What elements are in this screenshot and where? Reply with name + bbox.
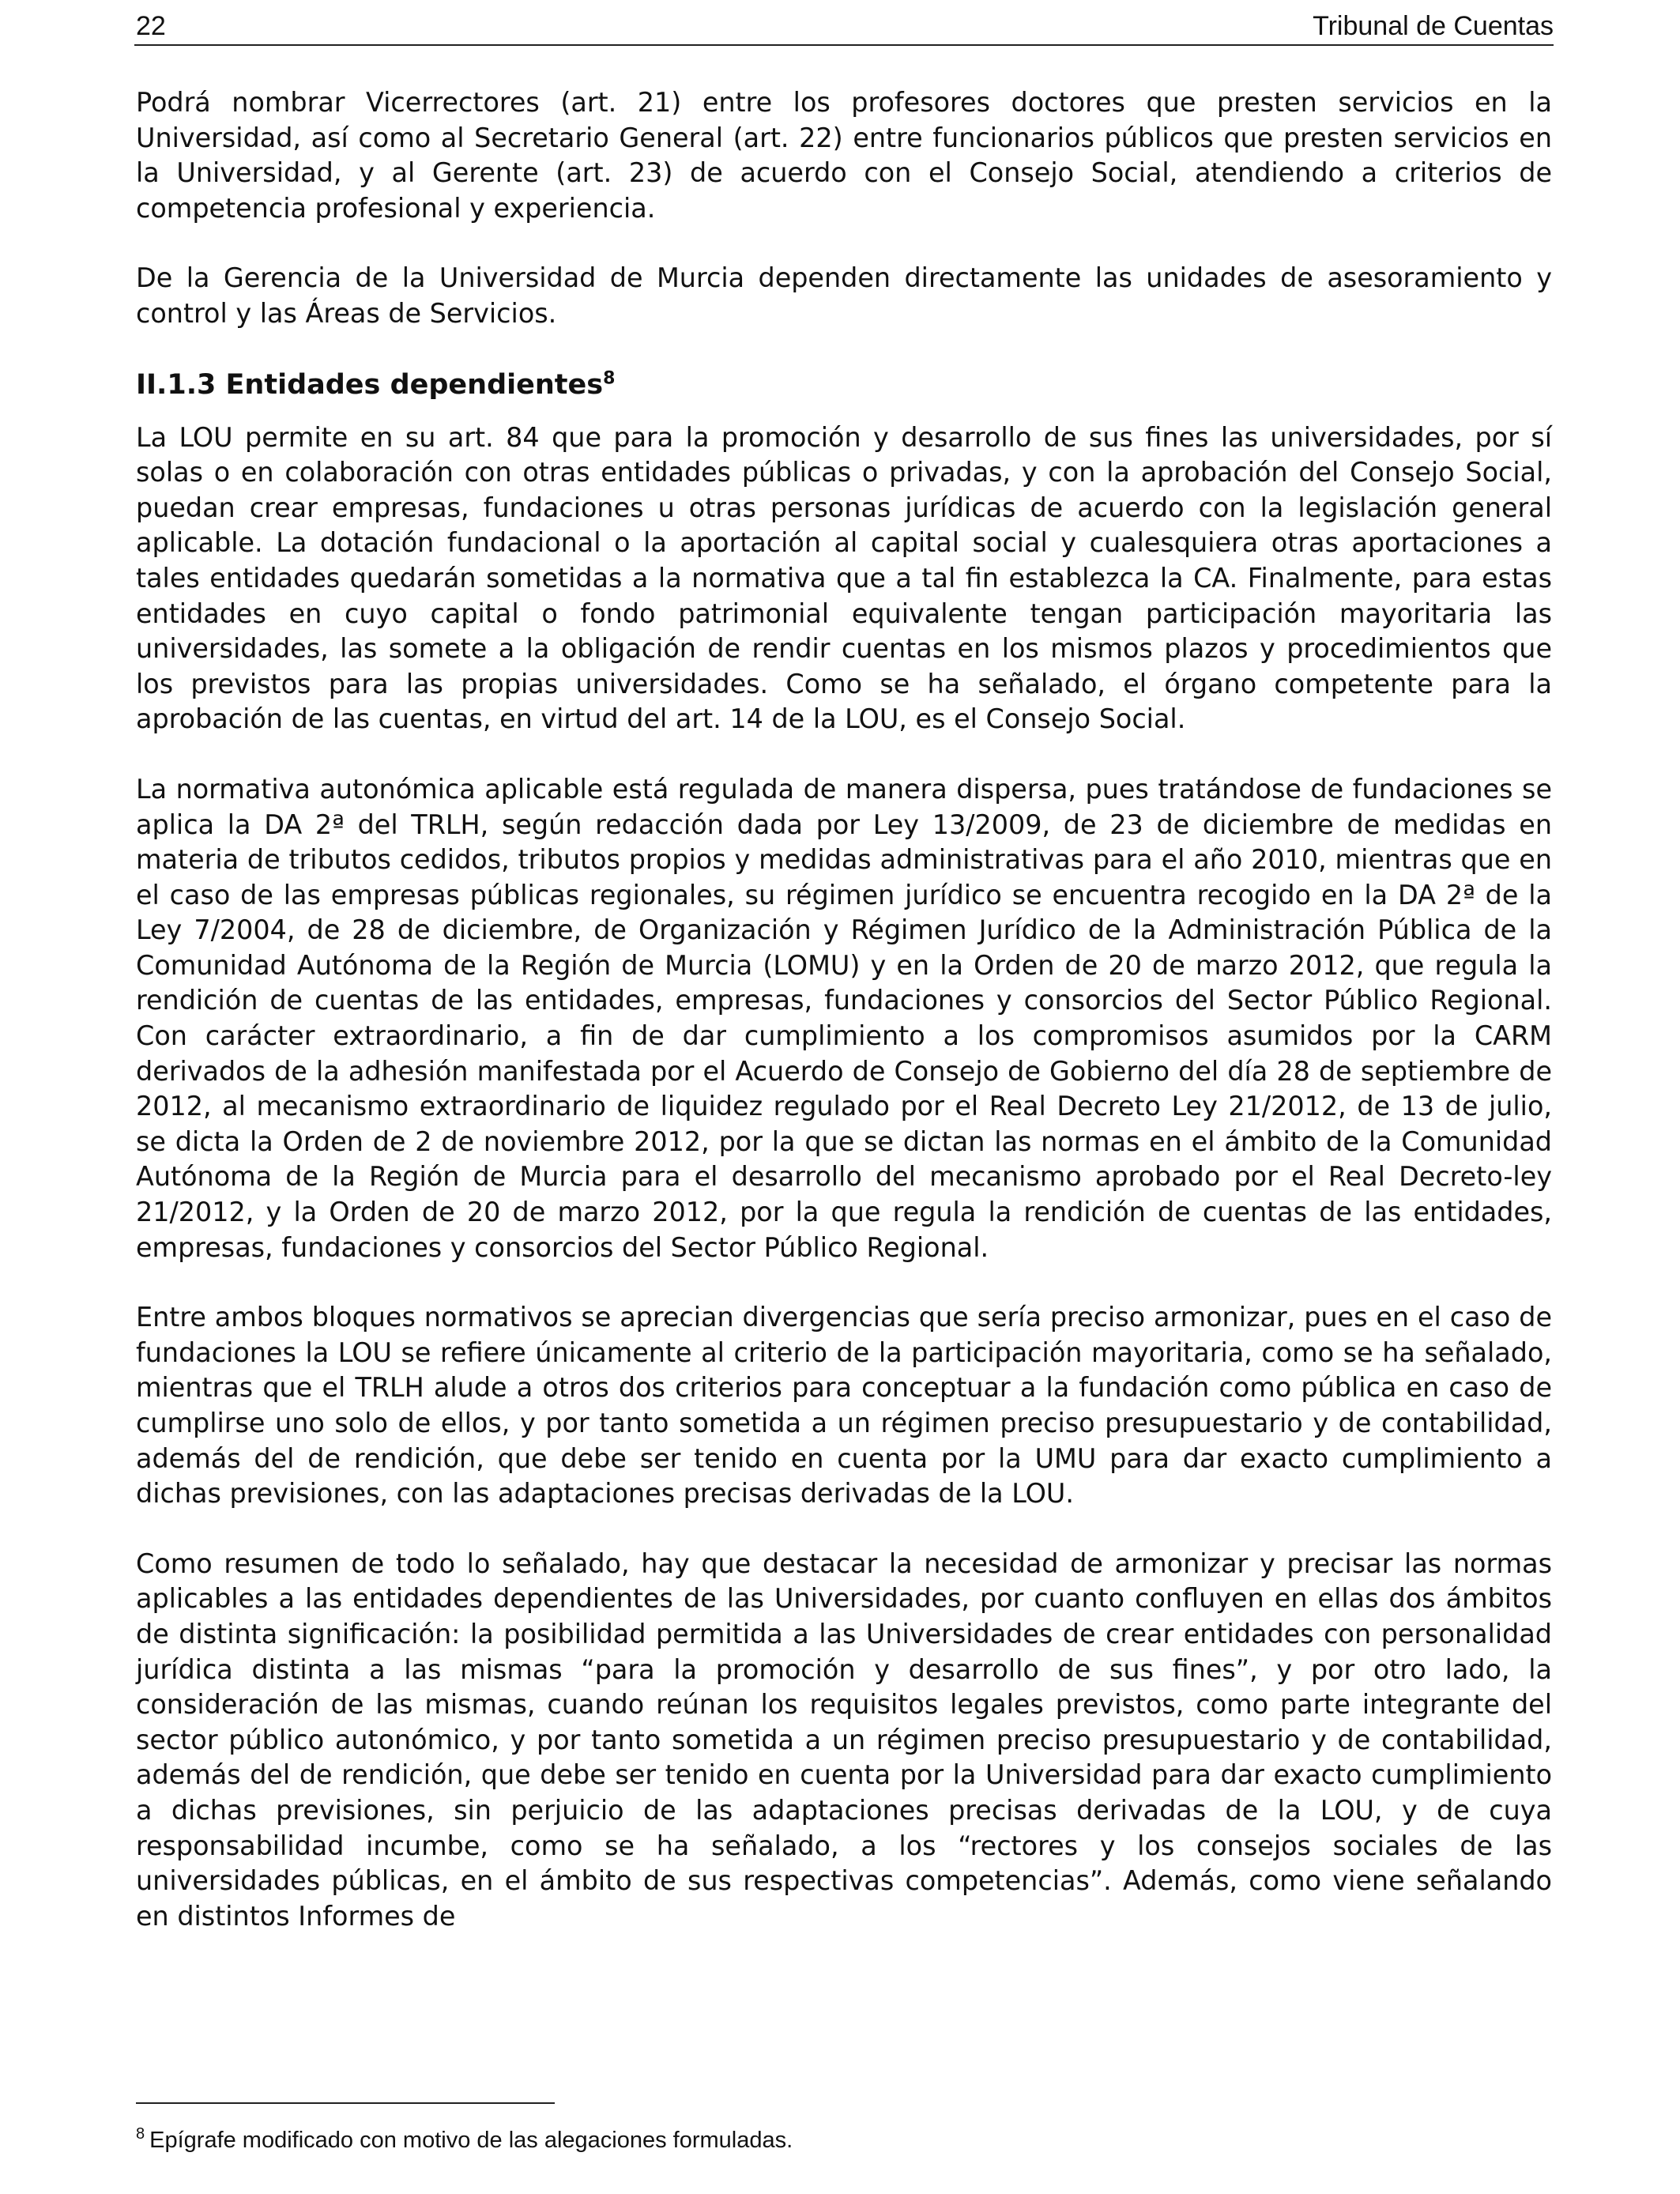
paragraph-normativa-autonomica: La normativa autonómica aplicable está regulada de manera dispersa, pues tratándose de fundaciones se aplica la DA 2ª del TRLH, según redacción dada por Ley 13/2009, de 23 de diciembre de medidas en materia de tributos cedidos, tributos propios y medidas administrativas para el año 2010, mientras que en el caso de las empresas públicas regionales, su régimen jurídico se encuentra recogido en la DA 2ª de la Ley 7/2004, de 28 de diciembre, de Organización y Régimen Jurídico de la Administración Pública de la Comunidad Autónoma de la Región de Murcia (LOMU) y en la Orden de 20 de marzo 2012, que regula la rendición de cuentas de las entidades, empresas, fundaciones y consorcios del Sector Público Regional. Con carácter extraordinario, a fin de dar cumplimiento a los compromisos asumidos por la CARM derivados de la adhesión manifestada por el Acuerdo de Consejo de Gobierno del día 28 de septiembre de 2012, al mecanismo extraordinario de liquidez regulado por el Real Decreto Ley 21/2012, de 13 de julio, se dicta la Orden de 2 de noviembre 2012, por la que se dictan las normas en el ámbito de la Comunidad Autónoma de la Región de Murcia para el desarrollo del mecanismo aprobado por el Real Decreto-ley 21/2012, y la Orden de 20 de marzo 2012, por la que regula la rendición de cuentas de las entidades, empresas, fundaciones y consorcios del Sector Público Regional. (136, 773, 1552, 1263)
section-heading-text: II.1.3 Entidades dependientes (136, 368, 604, 401)
paragraph-lou-art84: La LOU permite en su art. 84 que para la promoción y desarrollo de sus fines las universidades, por sí solas o en colaboración con otras entidades públicas o privadas, y con la aprobación del Consejo Social, puedan crear empresas, fundaciones u otras personas jurídicas de acuerdo con la legislación general aplicable. La dotación fundacional o la aportación al capital social y cualesquiera otras aportaciones a tales entidades quedarán sometidas a la normativa que a tal fin establezca la CA. Finalmente, para estas entidades en cuyo capital o fondo patrimonial equivalente tengan participación mayoritaria las universidades, las somete a la obligación de rendir cuentas en los mismos plazos y procedimientos que los previstos para las propias universidades. Como se ha señalado, el órgano competente para la aprobación de las cuentas, en virtud del art. 14 de la LOU, es el Consejo Social. (136, 421, 1552, 735)
paragraph-vicerrectores: Podrá nombrar Vicerrectores (art. 21) entre los profesores doctores que presten servicios en la Universidad, así como al Secretario General (art. 22) entre funcionarios públicos que presten servicios en la Universidad, y al Gerente (art. 23) de acuerdo con el Consejo Social, atendiendo a criterios de competencia profesional y experiencia. (136, 87, 1552, 224)
page-header (134, 8, 1554, 46)
running-title: Tribunal de Cuentas (1313, 11, 1554, 41)
paragraph-divergencias: Entre ambos bloques normativos se aprecian divergencias que sería preciso armonizar, pues en el caso de fundaciones la LOU se refiere únicamente al criterio de la participación mayoritaria, como se ha señalado, mientras que el TRLH alude a otros dos criterios para conceptuar a la fundación como pública en caso de cumplirse uno solo de ellos, y por tanto sometida a un régimen preciso presupuestario y de contabilidad, además del de rendición, que debe ser tenido en cuenta por la UMU para dar exacto cumplimiento a dichas previsiones, con las adaptaciones precisas derivadas de la LOU. (136, 1302, 1552, 1510)
footnote-separator (136, 2102, 555, 2104)
page-number: 22 (136, 11, 166, 41)
section-heading (136, 367, 1552, 403)
document-body (136, 85, 1552, 1969)
footnote-text: Epígrafe modificado con motivo de las alegaciones formuladas. (149, 2128, 793, 2153)
paragraph-gerencia: De la Gerencia de la Universidad de Murcia dependen directamente las unidades de asesoramiento y control y las Áreas de Servicios. (136, 262, 1552, 329)
paragraph-resumen: Como resumen de todo lo señalado, hay que destacar la necesidad de armonizar y precisar las normas aplicables a las entidades dependientes de las Universidades, por cuanto confluyen en ellas dos ámbitos de distinta significación: la posibilidad permitida a las Universidades de crear entidades con personalidad jurídica distinta a las mismas “para la promoción y desarrollo de sus fines”, y por otro lado, la consideración de las mismas, cuando reúnan los requisitos legales previstos, como parte integrante del sector público autonómico, y por tanto sometida a un régimen preciso presupuestario y de contabilidad, además del de rendición, que debe ser tenido en cuenta por la Universidad para dar exacto cumplimiento a dichas previsiones, sin perjuicio de las adaptaciones precisas derivadas de la LOU, y de cuya responsabilidad incumbe, como se ha señalado, a los “rectores y los consejos sociales de las universidades públicas, en el ámbito de sus respectivas competencias”. Además, como viene señalando en distintos Informes de (136, 1547, 1552, 1932)
footnote-reference[interactable]: 8 (603, 368, 616, 388)
footnote-marker: 8 (136, 2125, 145, 2143)
footnote (136, 2126, 793, 2154)
